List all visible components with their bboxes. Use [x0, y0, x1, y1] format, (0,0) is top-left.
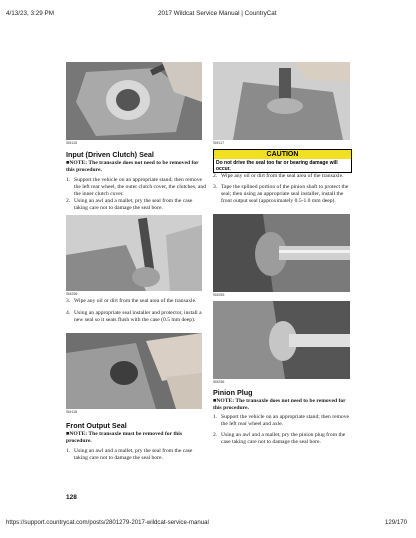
seal-install-photo-graphic [213, 62, 350, 140]
photo-output-shaft [213, 214, 350, 292]
figure-label: SM115 [66, 141, 78, 145]
step-number: 1. [66, 448, 71, 454]
step-number: 1. [66, 177, 71, 183]
step-item [66, 177, 206, 199]
step-item [213, 414, 353, 429]
hands-photo-graphic [66, 333, 202, 409]
page-number: 128 [66, 494, 77, 501]
seal-photo-graphic [66, 215, 202, 291]
figure-label: SM255 [213, 293, 225, 297]
section-heading-front-output: Front Output Seal [66, 421, 127, 430]
step-number: 2. [66, 198, 71, 204]
step-item [66, 448, 206, 463]
page-count: 129/170 [385, 519, 408, 526]
print-timestamp: 4/13/23, 3:29 PM [6, 10, 54, 17]
step-item [66, 310, 206, 332]
photo-front-seal [213, 62, 350, 140]
section-heading-pinion-plug: Pinion Plug [213, 388, 253, 397]
step-text: Wipe any oil or dirt from the seal area of the transaxle. [74, 298, 197, 304]
step-text: Support the vehicle on an appropriate stand; then remove the left rear wheel, the outer clutch cover, the clutches, and the inner clutch cover. [74, 177, 206, 197]
photo-front-output [66, 333, 202, 409]
figure-label: SM117 [213, 141, 225, 145]
step-number: 2. [213, 173, 218, 179]
step-text: Using an appropriate seal installer and protector, install a new seal so it seats flush with the case (0.5 mm deep). [74, 310, 202, 323]
figure-label: SM118 [66, 410, 78, 414]
step-text: Support the vehicle on an appropriate stand; then remove the left rear wheel and axle. [221, 414, 349, 427]
step-number: 3. [66, 298, 71, 304]
section-heading-input-seal: Input (Driven Clutch) Seal [66, 150, 154, 159]
pinion-photo-graphic [213, 301, 350, 379]
note-input-seal: ■NOTE: The transaxle does not need to be removed for this procedure. [66, 160, 199, 173]
shaft-photo-graphic [213, 214, 350, 292]
caution-text: Do not drive the seal too far or bearing damage will occur. [216, 160, 338, 172]
step-text: Using an awl and a mallet, pry the pinion plug from the case taking care not to damage the seal bore. [221, 432, 346, 445]
step-item [66, 198, 206, 213]
note-front-output: ■NOTE: The transaxle must be removed for this procedure. [66, 431, 183, 444]
step-number: 3. [213, 184, 218, 190]
step-text: Using an awl and a mallet, pry the seal from the case taking care not to damage the seal bore. [74, 448, 193, 461]
note-pinion-plug: ■NOTE: The transaxle does not need to be removed for this procedure. [213, 398, 346, 411]
step-item [213, 432, 353, 447]
step-number: 4. [66, 310, 71, 316]
step-item [213, 184, 353, 212]
photo-input-seal-removal [66, 215, 202, 291]
figure-label: SM256 [213, 380, 225, 384]
page-title: 2017 Wildcat Service Manual | CountryCat [158, 10, 277, 17]
step-item [213, 173, 353, 181]
step-text: Tape the splined portion of the pinion shaft to protect the seal; then using an appropriate seal installer, install the front output seal (approximately 0.5-1.0 mm deep). [221, 184, 349, 204]
step-text: Using an awl and a mallet, pry the seal from the case taking care not to damage the seal bore. [74, 198, 193, 211]
step-number: 2. [213, 432, 218, 438]
step-text: Wipe any oil or dirt from the seal area of the transaxle. [221, 173, 344, 179]
caution-box [213, 149, 352, 173]
page-url[interactable]: https://support.countrycat.com/posts/2801279-2017-wildcat-service-manual [6, 519, 209, 526]
photo-pinion-plug [213, 301, 350, 379]
photo-input-seal [66, 62, 202, 140]
transaxle-photo-graphic [66, 62, 202, 140]
step-item [66, 298, 206, 306]
caution-label: CAUTION [214, 150, 351, 159]
step-number: 1. [213, 414, 218, 420]
figure-label: SM256 [66, 292, 78, 296]
